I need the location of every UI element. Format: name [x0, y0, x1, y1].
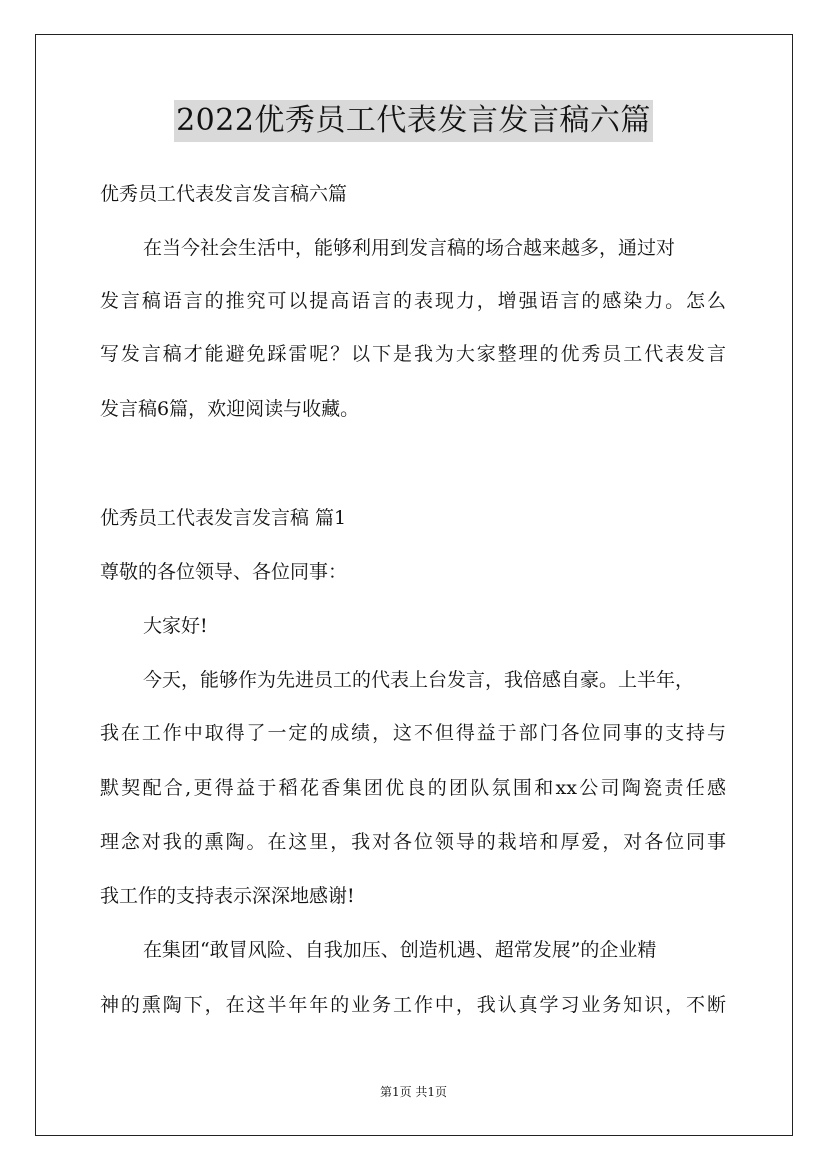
document-subtitle: 优秀员工代表发言发言稿六篇	[100, 183, 348, 205]
intro-line: 写发言稿才能避免踩雷呢？以下是我为大家整理的优秀员工代表发言	[100, 343, 726, 365]
intro-line: 发言稿语言的推究可以提高语言的表现力，增强语言的感染力。怎么	[100, 290, 726, 312]
document-title: 2022优秀员工代表发言发言稿六篇	[174, 100, 653, 142]
title-container	[0, 100, 827, 142]
paragraph-line: 理念对我的熏陶。在这里，我对各位领导的栽培和厚爱，对各位同事	[100, 831, 726, 853]
intro-line: 发言稿6篇，欢迎阅读与收藏。	[100, 398, 360, 420]
paragraph-line: 在集团“敢冒风险、自我加压、创造机遇、超常发展”的企业精	[143, 939, 657, 961]
section-title: 优秀员工代表发言发言稿 篇1	[100, 507, 347, 529]
paragraph-line: 神的熏陶下，在这半年年的业务工作中，我认真学习业务知识，不断	[100, 994, 726, 1016]
paragraph-line: 默契配合,更得益于稻花香集团优良的团队氛围和xx公司陶瓷责任感	[100, 777, 726, 799]
page-footer: 第1页 共1页	[379, 1085, 448, 1099]
paragraph-line: 今天，能够作为先进员工的代表上台发言，我倍感自豪。上半年，	[143, 669, 695, 691]
greeting: 大家好!	[143, 615, 208, 637]
paragraph-line: 我在工作中取得了一定的成绩，这不但得益于部门各位同事的支持与	[100, 722, 726, 744]
salutation: 尊敬的各位领导、各位同事：	[100, 561, 348, 583]
paragraph-line: 我工作的支持表示深深地感谢!	[100, 885, 355, 907]
intro-line: 在当今社会生活中，能够利用到发言稿的场合越来越多，通过对	[143, 237, 676, 259]
